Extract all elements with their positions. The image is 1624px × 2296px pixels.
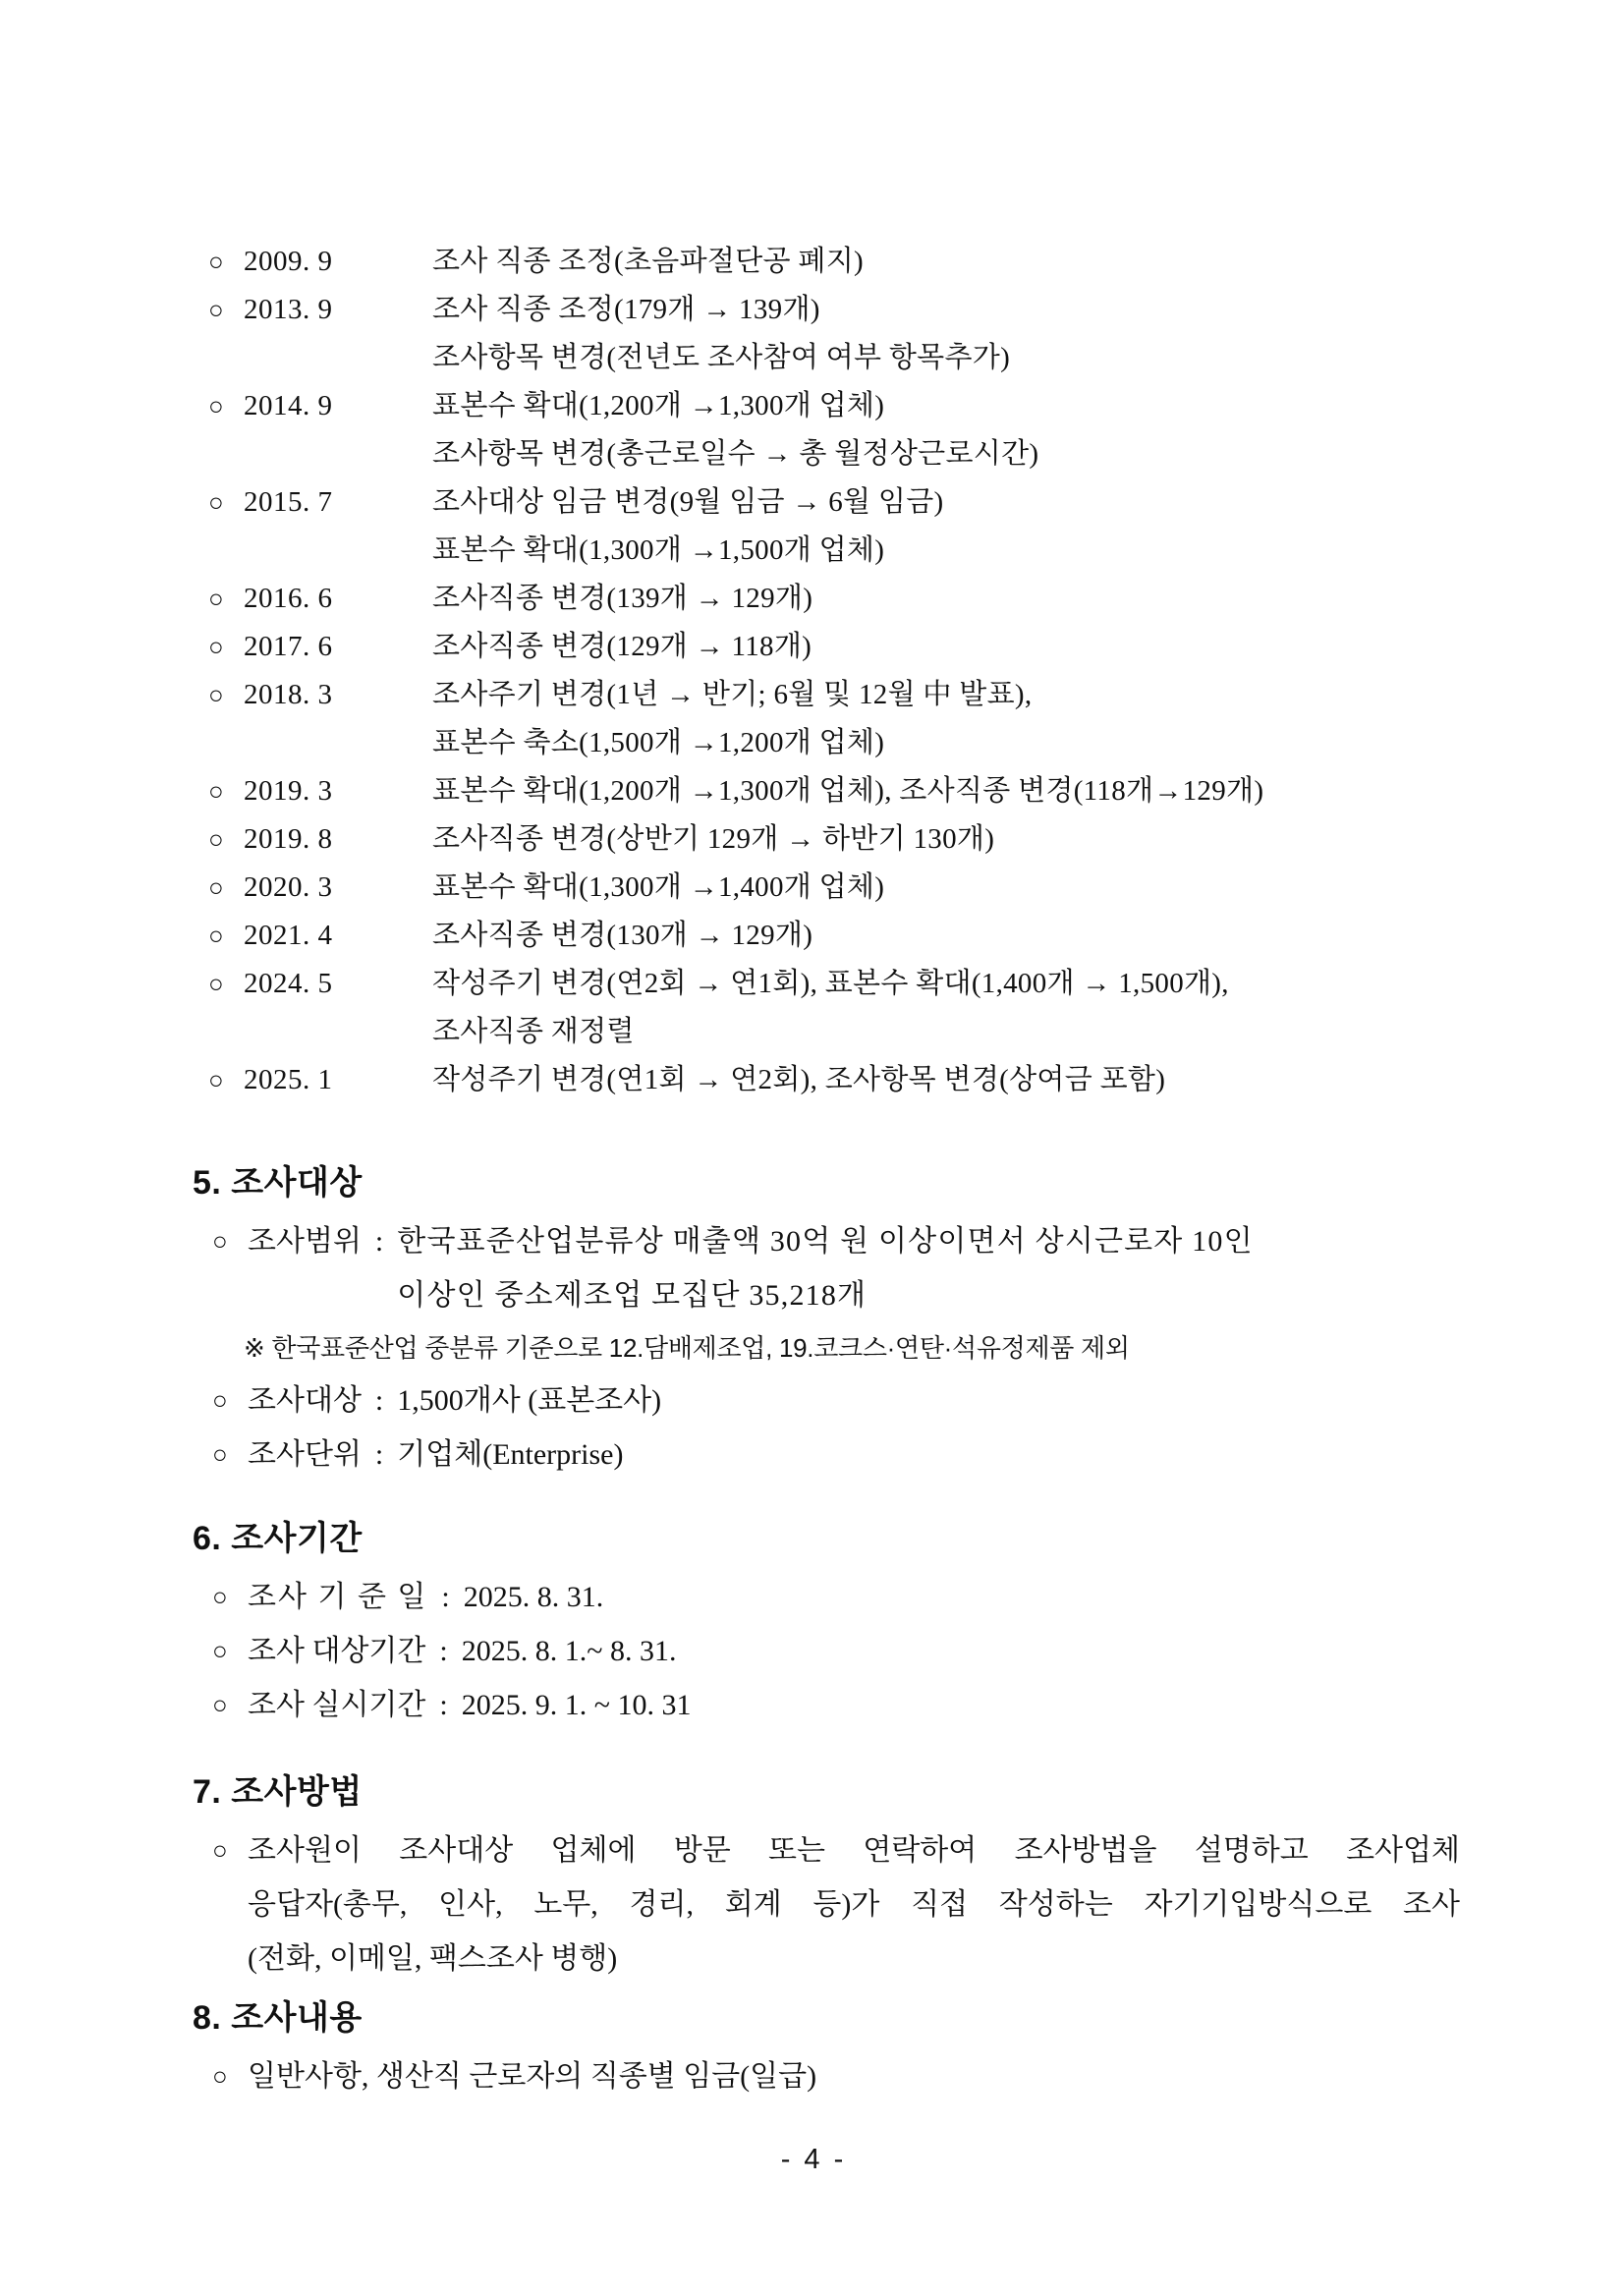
- period-item: [193, 1678, 1460, 1732]
- item-separator: :: [374, 1225, 384, 1258]
- history-item: [208, 238, 1466, 286]
- bullet-circle-icon: ○: [208, 296, 224, 324]
- history-date: 2025. 1: [244, 1064, 333, 1095]
- bullet-circle-icon: ○: [208, 777, 224, 806]
- bullet-circle-icon: ○: [208, 970, 224, 998]
- bullet-circle-icon: ○: [208, 825, 224, 854]
- item-label: 조사 실시기간: [248, 1689, 426, 1721]
- bullet-circle-icon: ○: [208, 1066, 224, 1094]
- section-survey-content: [193, 1992, 1460, 2103]
- section-heading: 5. 조사대상: [193, 1164, 363, 1202]
- method-text-line: 조사원이 조사대상 업체에 방문 또는 연락하여 조사방법을 설명하고 조사업체: [248, 1834, 1460, 1867]
- item-value: 기업체(Enterprise): [397, 1438, 624, 1471]
- history-date: 2017. 6: [244, 631, 333, 662]
- method-text-line: (전화, 이메일, 팩스조사 병행): [248, 1942, 618, 1975]
- item-label: 조사대상: [248, 1384, 362, 1417]
- history-desc: 조사 직종 조정(179개 → 139개): [432, 294, 820, 325]
- survey-scope-item: [193, 1214, 1460, 1322]
- method-text-line: 응답자(총무, 인사, 노무, 경리, 회계 등)가 직접 작성하는 자기기입방식으로 조사: [248, 1888, 1461, 1921]
- history-desc: 조사직종 변경(129개 → 118개): [432, 631, 812, 662]
- history-date: 2019. 3: [244, 775, 333, 807]
- history-date: 2018. 3: [244, 679, 333, 710]
- bullet-circle-icon: ○: [208, 585, 224, 613]
- history-item: [208, 912, 1466, 960]
- item-label: 조사 기 준 일: [248, 1581, 428, 1613]
- content-text-line: 일반사항, 생산직 근로자의 직종별 임금(일급): [248, 2060, 817, 2093]
- history-desc: 표본수 확대(1,200개 →1,300개 업체), 조사직종 변경(118개→129개): [432, 775, 1264, 807]
- history-item: [208, 623, 1466, 671]
- method-item: [193, 1823, 1460, 1986]
- bullet-circle-icon: ○: [212, 1836, 228, 1865]
- history-desc: 조사직종 변경(139개 → 129개): [432, 583, 813, 614]
- history-item: [208, 960, 1466, 1056]
- bullet-circle-icon: ○: [212, 2062, 228, 2091]
- item-value: 이상인 중소제조업 모집단 35,218개: [397, 1279, 868, 1312]
- revision-history-list: [208, 238, 1466, 1104]
- history-item: [208, 382, 1466, 478]
- exclusion-note: ※ 한국표준산업 중분류 기준으로 12.담배제조업, 19.코크스·연탄·석유정제품 제외: [244, 1333, 1130, 1363]
- bullet-circle-icon: ○: [212, 1583, 228, 1611]
- bullet-circle-icon: ○: [208, 873, 224, 902]
- history-desc: 작성주기 변경(연2회 → 연1회), 표본수 확대(1,400개 → 1,500개),: [432, 968, 1229, 999]
- item-label: 조사범위: [248, 1225, 362, 1258]
- history-desc: 조사직종 변경(상반기 129개 → 하반기 130개): [432, 823, 995, 855]
- period-item: [193, 1570, 1460, 1624]
- content-item: [193, 2049, 1460, 2103]
- section-heading: 6. 조사기간: [193, 1520, 363, 1557]
- history-item: [208, 1056, 1466, 1104]
- survey-target-item: [193, 1373, 1460, 1428]
- history-desc: 표본수 확대(1,300개 →1,500개 업체): [432, 534, 885, 566]
- item-value: 2025. 9. 1. ~ 10. 31: [461, 1689, 692, 1721]
- item-value: 2025. 8. 31.: [463, 1581, 604, 1613]
- history-desc: 표본수 확대(1,300개 →1,400개 업체): [432, 871, 885, 903]
- history-item: [208, 815, 1466, 864]
- item-separator: :: [374, 1384, 384, 1417]
- section-survey-period: [193, 1513, 1460, 1732]
- bullet-circle-icon: ○: [212, 1386, 228, 1415]
- item-separator: :: [439, 1689, 448, 1721]
- history-item: [208, 286, 1466, 382]
- survey-unit-item: [193, 1428, 1460, 1482]
- section-survey-target: [193, 1157, 1460, 1482]
- history-desc: 조사항목 변경(총근로일수 → 총 월정상근로시간): [432, 438, 1039, 470]
- history-desc: 조사주기 변경(1년 → 반기; 6월 및 12월 中 발표),: [432, 679, 1033, 710]
- history-desc: 조사대상 임금 변경(9월 임금 → 6월 임금): [432, 486, 944, 518]
- history-item: [208, 671, 1466, 767]
- bullet-circle-icon: ○: [208, 633, 224, 661]
- history-date: 2020. 3: [244, 871, 333, 903]
- page-number: - 4 -: [780, 2144, 844, 2175]
- section-heading: 7. 조사방법: [193, 1773, 363, 1811]
- item-value: 2025. 8. 1.~ 8. 31.: [461, 1635, 677, 1667]
- history-date: 2024. 5: [244, 968, 333, 999]
- history-item: [208, 478, 1466, 575]
- item-separator: :: [439, 1635, 448, 1667]
- bullet-circle-icon: ○: [208, 488, 224, 517]
- history-item: [208, 575, 1466, 623]
- history-date: 2014. 9: [244, 390, 333, 421]
- history-desc: 조사직종 변경(130개 → 129개): [432, 920, 813, 951]
- bullet-circle-icon: ○: [208, 248, 224, 276]
- history-desc: 표본수 축소(1,500개 →1,200개 업체): [432, 727, 885, 758]
- bullet-circle-icon: ○: [208, 392, 224, 420]
- history-date: 2021. 4: [244, 920, 333, 951]
- history-date: 2016. 6: [244, 583, 333, 614]
- item-value: 1,500개사 (표본조사): [397, 1384, 662, 1417]
- item-separator: :: [441, 1581, 450, 1613]
- history-desc: 작성주기 변경(연1회 → 연2회), 조사항목 변경(상여금 포함): [432, 1064, 1166, 1095]
- bullet-circle-icon: ○: [208, 922, 224, 950]
- bullet-circle-icon: ○: [212, 1691, 228, 1719]
- section-heading: 8. 조사내용: [193, 1999, 363, 2037]
- history-item: [208, 864, 1466, 912]
- history-desc: 조사항목 변경(전년도 조사참여 여부 항목추가): [432, 342, 1011, 373]
- item-separator: :: [374, 1438, 384, 1471]
- bullet-circle-icon: ○: [212, 1440, 228, 1469]
- bullet-circle-icon: ○: [212, 1637, 228, 1665]
- item-label: 조사 대상기간: [248, 1635, 426, 1667]
- section-survey-method: [193, 1766, 1460, 1986]
- history-desc: 조사직종 재정렬: [432, 1016, 635, 1047]
- bullet-circle-icon: ○: [208, 681, 224, 709]
- item-value: 한국표준산업분류상 매출액 30억 원 이상이면서 상시근로자 10인: [397, 1225, 1254, 1258]
- history-desc: 조사 직종 조정(초음파절단공 폐지): [432, 246, 864, 277]
- item-label: 조사단위: [248, 1438, 362, 1471]
- history-date: 2015. 7: [244, 486, 333, 518]
- history-date: 2019. 8: [244, 823, 333, 855]
- history-desc: 표본수 확대(1,200개 →1,300개 업체): [432, 390, 885, 421]
- history-item: [208, 767, 1466, 815]
- period-item: [193, 1624, 1460, 1678]
- bullet-circle-icon: ○: [212, 1227, 228, 1256]
- history-date: 2009. 9: [244, 246, 333, 277]
- history-date: 2013. 9: [244, 294, 333, 325]
